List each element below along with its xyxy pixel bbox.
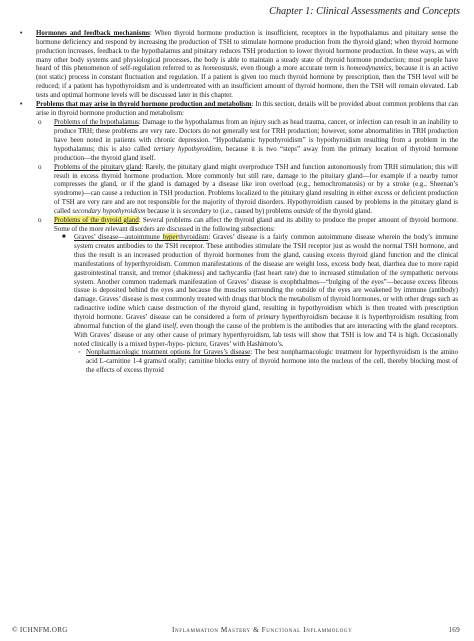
sub-marker: o <box>38 215 42 224</box>
footer-book-title: Inflammation Mastery & Functional Inflammology <box>172 626 353 634</box>
square-marker: ■ <box>62 234 66 241</box>
page-number: 169 <box>448 626 460 634</box>
sub-hypothalamus: o Problems of the hypothalamus: Damage to the hypothalamus from an injury such as head trauma, cancer, or infection can result in an inability to produce TRH; these problems are very rare. Doctors do not generally test for TRH production; however, some abnormalities in TRH production have been noted in patients with chronic depression. “Hypothalamic hypothyroidism” is hypothyroidism resulting from a problem in the hypothalamus; this is also called tertiary hypothyroidism, because it is two “steps” away from the primary location of thyroid hormone production—the thyroid gland itself. <box>38 118 458 162</box>
item-graves-disease: ■ Graves’ disease—autoimmune hyperthyroidism: Graves’ disease is a fairly common autoimmune disease wherein the body’s immune system creates antibodies to the TSH receptor. These antibodies stimulate the TSH receptor just as would the normal TSH hormone, and thus the result is an increased production of thyroid hormones from the gland, causing excess thyroid gland function and the clinical manifestations of hyperthyroidism. Common manifestations of the disease are weight loss, excess body heat, diarrhea due to more rapid gastrointestinal transit, and tremor (shakiness) and tachycardia (fast heart rate) due to increased stimulation of the sympathetic nervous system. Another common trademark manifestation of Graves’ disease is exophthalmos—“bulging of the eyes”—because excess fibrous tissue is deposited behind the eyes and because the muscles surrounding the outside of the eyes are weakened by immune (antibody) damage. Graves’ disease is most commonly treated with drugs that block the metabolism of thyroid hormones, or with other drugs such as radioactive iodine which cause destruction of the thyroid gland, resulting in hypothyroidism which is then treated with prescription thyroid hormone. Graves’ disease can be considered a form of primary hyperthyroidism because it is hyperthyroidism resulting from abnormal function of the gland itself, even though the cause of the problem is the antibodies that are interacting with the gland receptors. With Graves’ disease or any other cause of primary hyperthyroidism, lab tests will show that TSH is low and T4 is high. Occasionally noted clinically is a mixed hyper-/hypo- picture, Graves’ with Hashimoto’s. <box>62 233 458 348</box>
sub-marker: o <box>38 118 42 127</box>
footer-website: © ICHNFM.ORG <box>12 626 68 634</box>
bullet-marker: • <box>20 100 23 109</box>
sub-heading-highlighted: Problems of the thyroid gland <box>54 215 139 224</box>
sub-thyroid-gland: o Problems of the thyroid gland: Several problems can affect the thyroid gland and its ability to produce the proper amount of thyroid hormone. Some of the more relevant disorders are discussed in the following subsections: <box>38 215 458 233</box>
small-marker: ◦ <box>78 348 81 357</box>
document-body <box>20 29 458 375</box>
chapter-header: Chapter 1: Clinical Assessments and Concepts <box>269 6 460 17</box>
bullet-hormones-feedback: • Hormones and feedback mechanisms: When thyroid hormone production is insufficient, receptors in the hypothalamus and pituitary sense the hormone deficiency and respond by increasing the production of TSH to stimulate hormone production from the thyroid gland; when thyroid hormone production increases, feedback to the hypothalamus and pituitary reduces TSH production to lower thyroid hormone production. In these ways, as with many other body systems and physiological processes, the body is able to maintain a steady state of thyroid hormone production; most people have heard of this phenomenon of self-regulation referred to as homeostasis, even though a more accurate term is homeodynamics, because it is an active (not static) process in constant fluctuation and regulation. If a patient is given too much thyroid hormone by prescription, then the TSH level will be reduced; if a patient has hypothyroidism and is undertreated with an insufficient amount of thyroid hormone, then the TSH will remain elevated. Lab tests and optimal hormone levels will be discussed later in this chapter. <box>20 29 459 99</box>
bullet-heading: Hormones and feedback mechanisms <box>36 29 150 37</box>
bullet-problems: • Problems that may arise in thyroid hormone production and metabolism: In this section, details will be provided about common problems that can arise in thyroid hormone production and metabolism: <box>20 100 458 118</box>
nonpharm-heading: Nonpharmacologic treatment options for Graves’s disease <box>86 348 251 357</box>
sub-marker: o <box>38 162 42 171</box>
sub-heading: Problems of the pituitary gland <box>54 162 142 171</box>
bullet-heading: Problems that may arise in thyroid hormone production and metabolism <box>36 100 252 109</box>
bullet-marker: • <box>20 29 23 37</box>
item-nonpharm-treatment: ◦ Nonpharmacologic treatment options for Graves’s disease: The best nonpharmacologic treatment for hyperthyroidism is the amino acid L-carnitine 1-4 grams/d orally; carnitine blocks entry of thyroid hormone into the nucleus of the cell, thereby blocking most of the effects of excess thyroid <box>78 348 458 375</box>
graves-heading: Graves’ disease—autoimmune hyperthyroidism <box>74 233 209 242</box>
sub-pituitary: o Problems of the pituitary gland: Rarely, the pituitary gland might overproduce TSH and function autonomously from TRH stimulation; this will result in excess thyroid hormone production. More commonly but still rare, damage to the pituitary gland—for example if a nearby tumor compresses the gland, or if the gland is damaged by a disease like iron overload (e.g., hemochromatosis) or by a stroke (e.g., Sheenan’s syndrome)—can cause a reduction in TSH production. Problems localized to the pituitary gland resulting in either excess or deficient production of TSH are very rare and are not responsible for the majority of thyroid disorders. Hypothyroidism caused by problems in the pituitary gland is called secondary hypothyroidism because it is secondary to (i.e., caused by) problems outside of the thyroid gland. <box>38 162 458 215</box>
sub-heading: Problems of the hypothalamus <box>54 118 139 127</box>
